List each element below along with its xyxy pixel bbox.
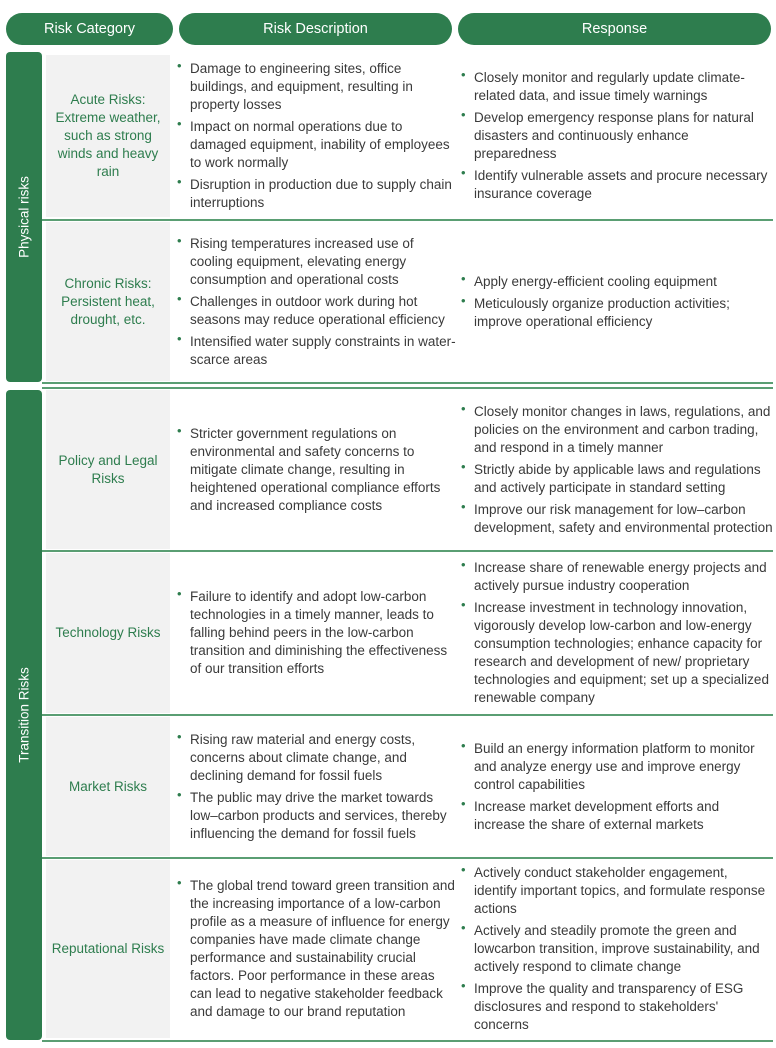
response-cell: [457, 55, 773, 217]
group-physical-label: Physical risks: [16, 176, 32, 258]
response-item: • Increase market development efforts and increase the share of external markets: [457, 798, 773, 834]
description-item: • The public may drive the market towards low–carbon products and services, thereby influencing the demand for fossil fuels: [173, 789, 458, 843]
risk-description-cell: [173, 222, 458, 381]
description-item: • Impact on normal operations due to damaged equipment, inability of employees to work normally: [173, 118, 458, 172]
response-item: • Improve the quality and transparency of ESG disclosures and respond to stakeholders' concerns: [457, 980, 773, 1034]
table-row-acute-risks: [42, 55, 773, 217]
response-item: • Closely monitor and regularly update climate-related data, and issue timely warnings: [457, 69, 773, 105]
description-item: • Stricter government regulations on environmental and safety concerns to mitigate climate change, resulting in heightened operational compliance efforts and increased compliance costs: [173, 425, 458, 515]
row-divider: [42, 219, 773, 221]
response-item: • Increase investment in technology innovation, vigorously develop low-carbon and low-energy consumption technologies; enhance capacity for research and development of new/ proprietary technologies and equipment; set up a specialized renewable company: [457, 599, 773, 707]
table-row-market-risks: [42, 717, 773, 856]
group-transition-label: Transition Risks: [16, 667, 32, 763]
table-row-reputational-risks: [42, 860, 773, 1038]
response-cell: [457, 553, 773, 713]
risk-category-cell: Technology Risks: [46, 553, 170, 713]
risk-description-cell: [173, 55, 458, 217]
group-physical-risks: [6, 52, 42, 382]
risk-category-cell: Acute Risks: Extreme weather, such as strong winds and heavy rain: [46, 55, 170, 217]
risk-category-cell: Market Risks: [46, 717, 170, 856]
header-risk-category: Risk Category: [6, 13, 173, 45]
header-risk-description: Risk Description: [179, 13, 452, 45]
response-item: • Strictly abide by applicable laws and regulations and actively participate in standard setting: [457, 461, 773, 497]
response-item: • Develop emergency response plans for natural disasters and continuously enhance preparedness: [457, 109, 773, 163]
response-cell: [457, 390, 773, 549]
response-cell: [457, 717, 773, 856]
risk-description-cell: [173, 717, 458, 856]
response-item: • Build an energy information platform to monitor and analyze energy use and improve energy control capabilities: [457, 740, 773, 794]
risk-description-cell: [173, 553, 458, 713]
risk-category-cell: Reputational Risks: [46, 860, 170, 1038]
response-item: • Apply energy-efficient cooling equipment: [457, 273, 773, 291]
response-item: • Closely monitor changes in laws, regulations, and policies on the environment and carbon trading, and respond in a timely manner: [457, 403, 773, 457]
response-item: • Meticulously organize production activities; improve operational efficiency: [457, 295, 773, 331]
description-item: • Rising raw material and energy costs, concerns about climate change, and declining demand for fossil fuels: [173, 731, 458, 785]
description-item: • The global trend toward green transition and the increasing importance of a low-carbon profile as a measure of influence for energy companies have made climate change performance and sustainability crucial factors. Poor performance in these areas can lead to negative stakeholder feedback and damage to our brand reputation: [173, 877, 458, 1021]
response-item: • Actively and steadily promote the green and lowcarbon transition, improve sustainability, and actively respond to climate change: [457, 922, 773, 976]
response-item: • Improve our risk management for low–carbon development, safety and environmental protection: [457, 501, 773, 537]
description-item: • Disruption in production due to supply chain interruptions: [173, 176, 458, 212]
response-item: • Increase share of renewable energy projects and actively pursue industry cooperation: [457, 559, 773, 595]
table-row-technology-risks: [42, 553, 773, 713]
risk-description-cell: [173, 390, 458, 549]
risk-category-cell: Chronic Risks: Persistent heat, drought, etc.: [46, 222, 170, 381]
response-cell: [457, 860, 773, 1038]
description-item: • Damage to engineering sites, office buildings, and equipment, resulting in property losses: [173, 60, 458, 114]
description-item: • Challenges in outdoor work during hot seasons may reduce operational efficiency: [173, 293, 458, 329]
row-divider: [42, 857, 773, 859]
description-item: • Rising temperatures increased use of cooling equipment, elevating energy consumption and operational costs: [173, 235, 458, 289]
group-transition-risks: [6, 390, 42, 1040]
row-divider: [42, 382, 773, 384]
row-divider: [42, 550, 773, 552]
table-row-chronic-risks: [42, 222, 773, 381]
description-item: • Intensified water supply constraints in water-scarce areas: [173, 333, 458, 369]
risk-category-cell: Policy and Legal Risks: [46, 390, 170, 549]
risk-description-cell: [173, 860, 458, 1038]
row-divider: [42, 387, 773, 389]
description-item: • Failure to identify and adopt low-carbon technologies in a timely manner, leads to falling behind peers in the low-carbon transition and diminishing the effectiveness of our transition efforts: [173, 588, 458, 678]
response-cell: [457, 222, 773, 381]
table-row-policy-legal-risks: [42, 390, 773, 549]
header-response: Response: [458, 13, 771, 45]
row-divider: [42, 1040, 773, 1042]
response-item: • Actively conduct stakeholder engagement, identify important topics, and formulate response actions: [457, 864, 773, 918]
response-item: • Identify vulnerable assets and procure necessary insurance coverage: [457, 167, 773, 203]
row-divider: [42, 714, 773, 716]
